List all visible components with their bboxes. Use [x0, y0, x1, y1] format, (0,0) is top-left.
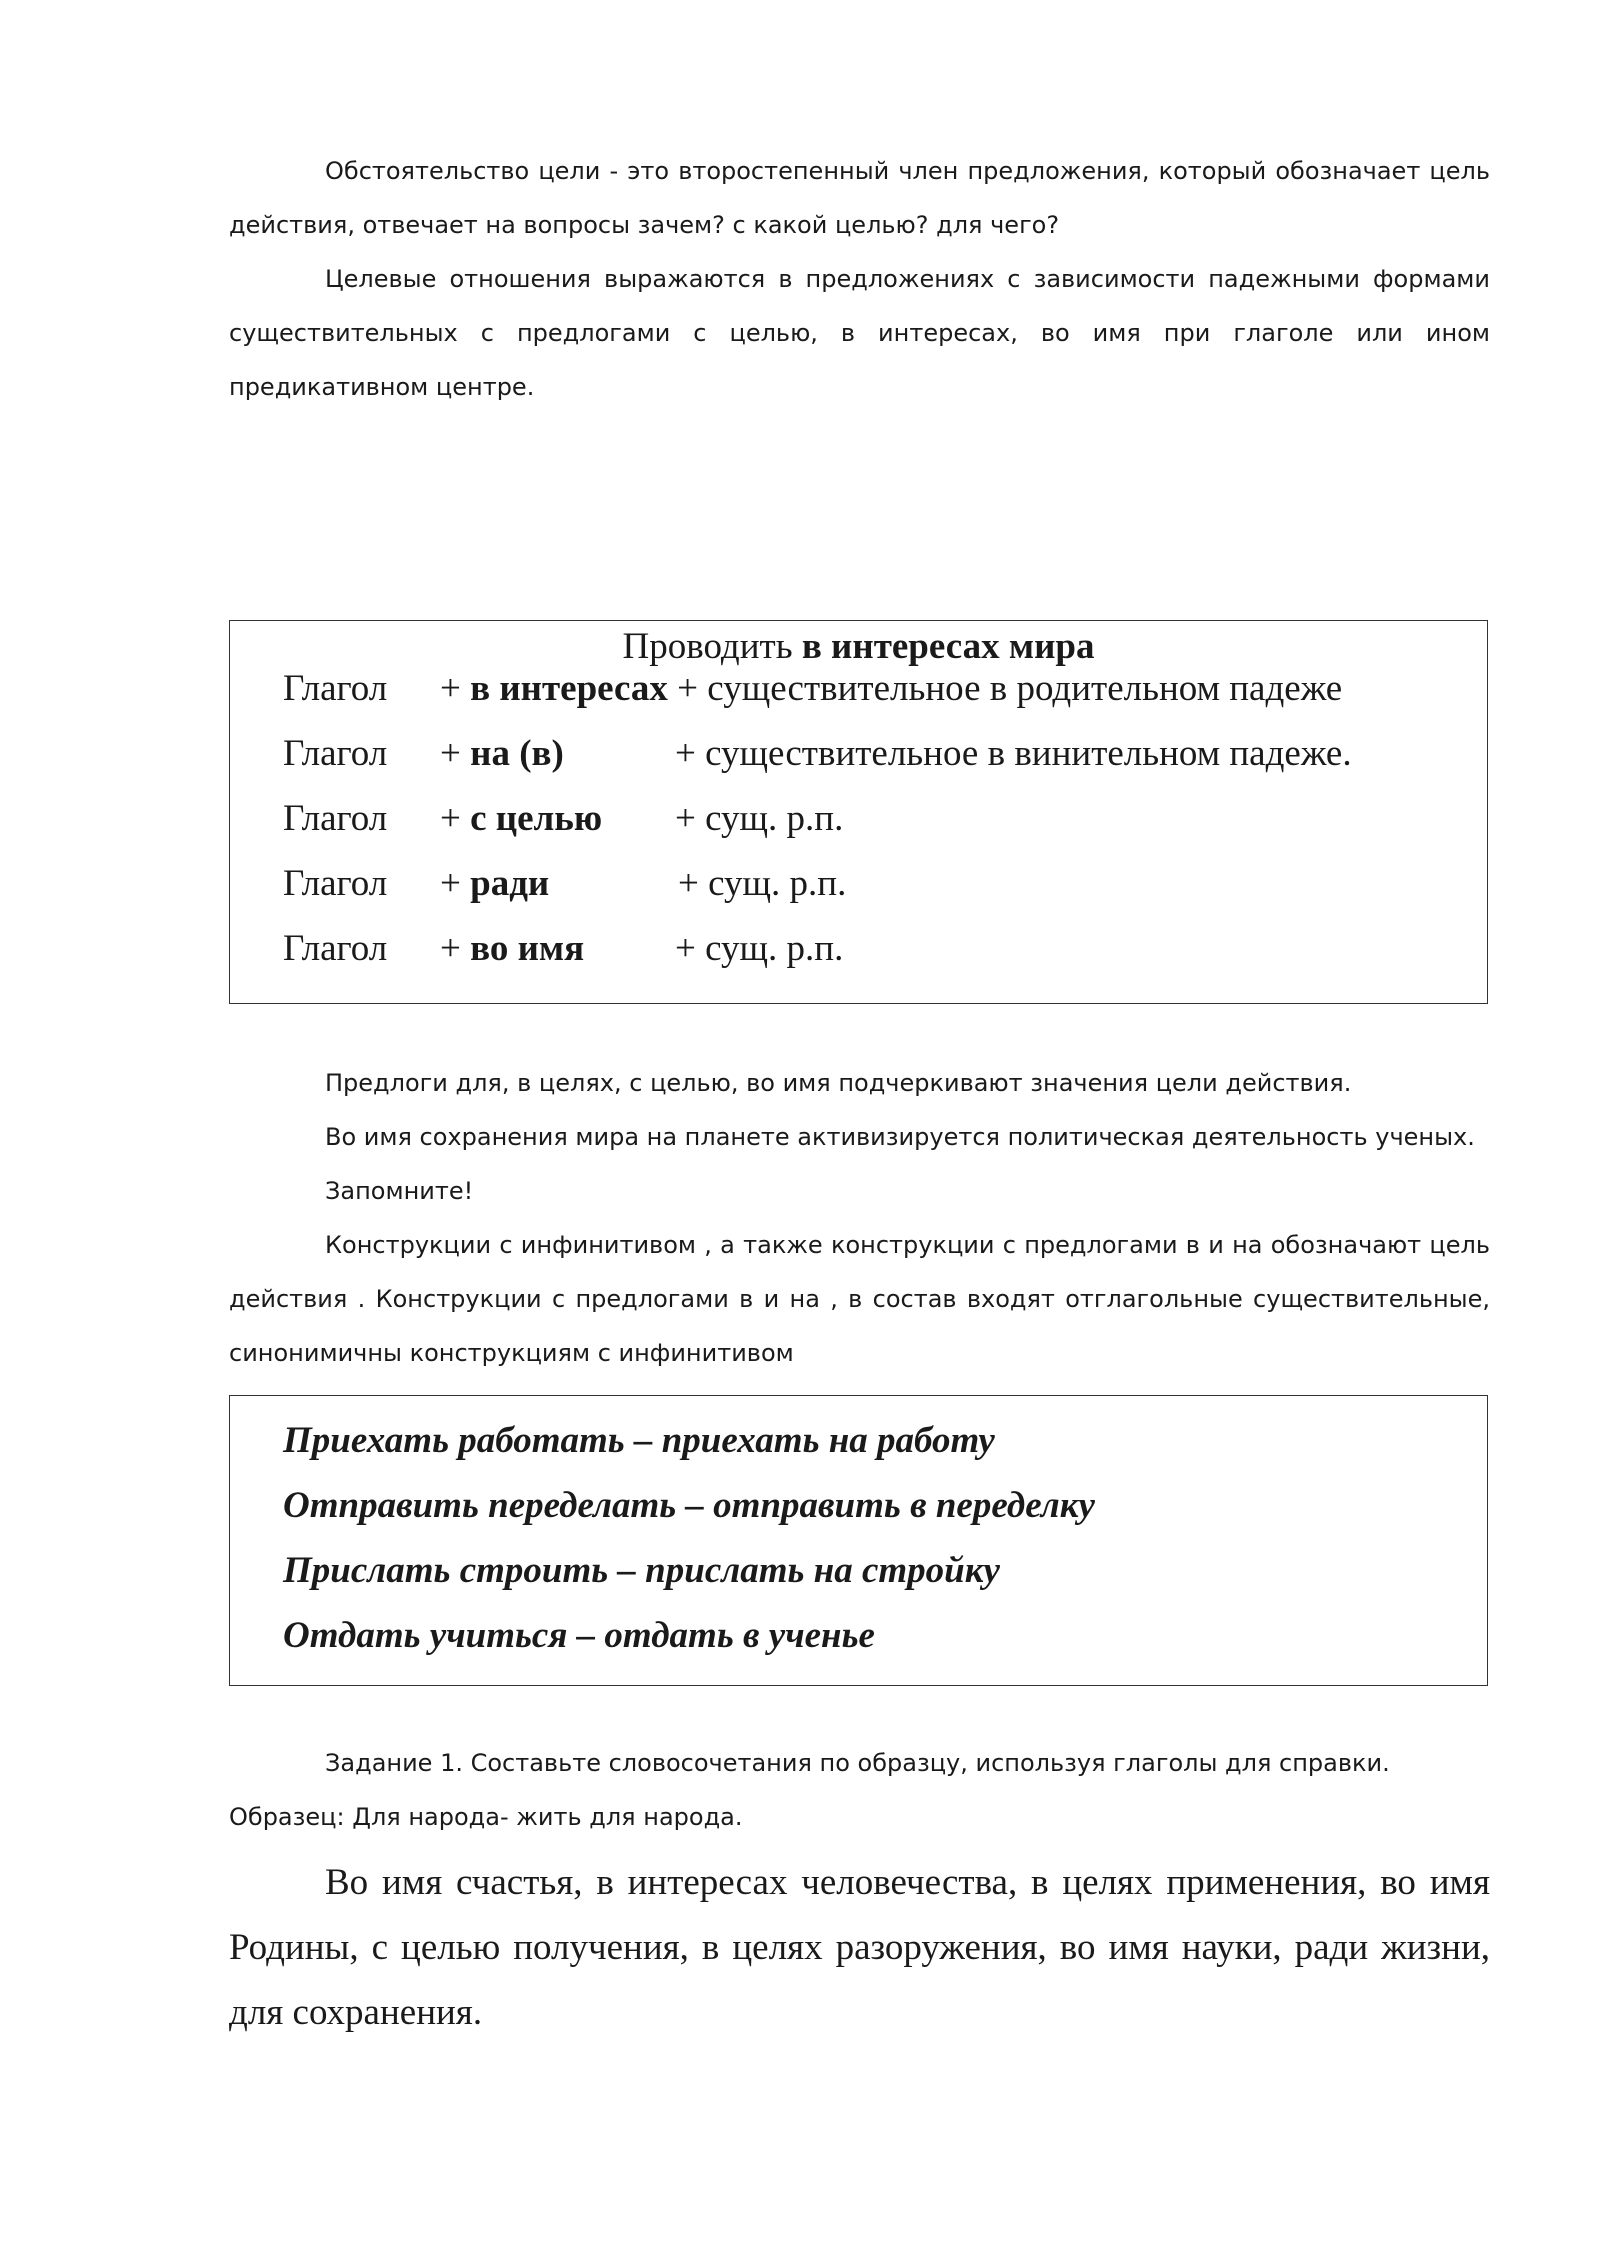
row-preposition: + ради	[440, 863, 550, 904]
example-item: Приехать работать – приехать на работу	[283, 1420, 995, 1461]
infinitive-paragraph: Конструкции с инфинитивом , а также конструкции с предлогами в и на обозначают цель действия . Конструкции с предлогами в и на , в состав входят отглагольные существительные, синонимичны конструкциям с инфинитивом	[229, 1231, 1490, 1367]
remember-label: Запомните!	[325, 1177, 474, 1205]
title-bold-text: в интересах мира	[801, 626, 1095, 667]
row-noun-case: + сущ. р.п.	[675, 798, 844, 839]
prepositions-note: Предлоги для, в целях, с целью, во имя подчеркивают значения цели действия.	[325, 1069, 1352, 1097]
title-normal-text: Проводить	[622, 626, 802, 667]
row-preposition: + с целью	[440, 798, 603, 839]
row-noun-case: + существительное в винительном падеже.	[675, 733, 1352, 774]
row-verb: Глагол	[283, 798, 388, 839]
intro-paragraph-1: Обстоятельство цели - это второстепенный член предложения, который обозначает цель действия, отвечает на вопросы зачем? с какой целью? для чего?	[229, 157, 1490, 239]
example-item: Отправить переделать – отправить в переделку	[283, 1485, 1095, 1526]
intro-paragraph-2: Целевые отношения выражаются в предложениях с зависимости падежными формами существительных с предлогами с целью, в интересах, во имя при глаголе или ином предикативном центре.	[229, 265, 1490, 401]
row-verb: Глагол	[283, 733, 388, 774]
row-verb: Глагол	[283, 668, 388, 709]
row-verb: Глагол	[283, 928, 388, 969]
row-preposition: + на (в)	[440, 733, 564, 774]
prepositions-box	[229, 620, 1488, 1004]
row-verb: Глагол	[283, 863, 388, 904]
task-heading: Задание 1. Составьте словосочетания по образцу, используя глаголы для справки.	[325, 1749, 1390, 1777]
row-noun-case: + сущ. р.п.	[675, 928, 844, 969]
examples-box	[229, 1395, 1488, 1686]
example-sentence: Во имя сохранения мира на планете активизируется политическая деятельность ученых.	[325, 1123, 1475, 1151]
row-noun-case: + сущ. р.п.	[678, 863, 847, 904]
task-sample: Образец: Для народа- жить для народа.	[229, 1803, 743, 1831]
task-word-list: Во имя счастья, в интересах человечества, в целях применения, во имя Родины, с целью получения, в целях разоружения, во имя науки, ради жизни, для сохранения.	[229, 1862, 1490, 2033]
example-item: Прислать строить – прислать на стройку	[283, 1550, 1000, 1591]
row-preposition-group: + в интересах + существительное в родительном падеже	[440, 668, 1343, 709]
example-item: Отдать учиться – отдать в ученье	[283, 1615, 875, 1656]
row-preposition: + во имя	[440, 928, 585, 969]
